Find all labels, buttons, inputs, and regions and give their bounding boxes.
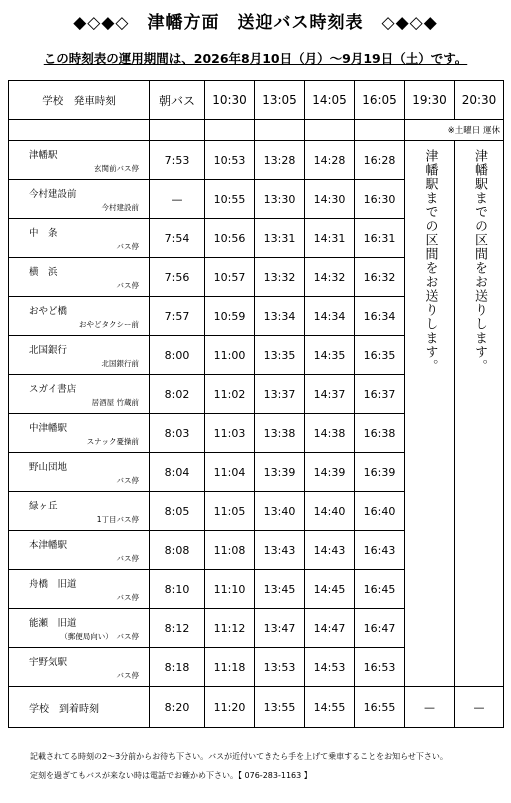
header-time: 14:05: [305, 81, 355, 120]
departure-time: 11:10: [205, 570, 255, 609]
stop-sub: バス停: [116, 242, 139, 251]
stop-cell: [9, 375, 150, 414]
departure-time: 14:35: [305, 336, 355, 375]
departure-time: 14:34: [305, 297, 355, 336]
stop-name: 中 条: [29, 228, 58, 239]
timetable: [8, 80, 504, 728]
departure-time: 14:45: [305, 570, 355, 609]
stop-sub: バス停: [116, 281, 139, 290]
departure-time: 10:55: [205, 180, 255, 219]
departure-time: 10:56: [205, 219, 255, 258]
departure-time: 14:39: [305, 453, 355, 492]
footer-contact: 定刻を過ぎてもバスが来ない時は電話でお確かめ下さい。【 076-283-1163 】: [30, 771, 312, 780]
stop-name: 宇野気駅: [29, 657, 68, 668]
arrival-time: —: [405, 687, 455, 728]
departure-time: 13:34: [255, 297, 305, 336]
stop-cell: [9, 531, 150, 570]
header-time: 16:05: [355, 81, 405, 120]
departure-time: 8:04: [150, 453, 205, 492]
saturday-note: ※土曜日 運休: [405, 120, 504, 141]
stop-sub: 1丁目バス停: [96, 515, 139, 524]
stop-sub: 今村建設前: [101, 203, 139, 212]
stop-name: おやど橋: [29, 306, 68, 317]
stop-row: [9, 141, 504, 180]
departure-time: 11:04: [205, 453, 255, 492]
departure-time: 16:40: [355, 492, 405, 531]
departure-time: 16:32: [355, 258, 405, 297]
departure-time: 13:40: [255, 492, 305, 531]
departure-time: 13:30: [255, 180, 305, 219]
stop-name: 野山団地: [29, 462, 68, 473]
arrival-time: 11:20: [205, 687, 255, 728]
departure-time: 8:08: [150, 531, 205, 570]
departure-time: 16:38: [355, 414, 405, 453]
stop-cell: [9, 219, 150, 258]
departure-time: 11:12: [205, 609, 255, 648]
vertical-note-text: 津幡駅までの区間をお送りします。: [422, 149, 438, 373]
stop-name: 横 浜: [29, 267, 58, 278]
stop-cell: [9, 141, 150, 180]
departure-time: 14:38: [305, 414, 355, 453]
departure-time: 13:45: [255, 570, 305, 609]
stop-name: 緑ヶ丘: [29, 501, 58, 512]
stop-cell: [9, 297, 150, 336]
stop-sub: バス停: [116, 593, 139, 602]
header-time: 10:30: [205, 81, 255, 120]
operation-period: この時刻表の運用期間は、2026年8月10日（月）～9月19日（土）です。: [43, 51, 468, 66]
departure-time: 11:02: [205, 375, 255, 414]
departure-time: 8:05: [150, 492, 205, 531]
departure-time: 16:47: [355, 609, 405, 648]
header-row: [9, 81, 504, 120]
departure-time: 7:54: [150, 219, 205, 258]
departure-time: 10:59: [205, 297, 255, 336]
stop-cell: [9, 414, 150, 453]
stop-sub: 居酒屋 竹蔵前: [91, 398, 139, 407]
arrival-time: 13:55: [255, 687, 305, 728]
departure-time: 11:00: [205, 336, 255, 375]
header-time: 13:05: [255, 81, 305, 120]
footer-note: 記載されてる時刻の2～3分前からお待ち下さい。バスが近付いてきたら手を上げて乗車することをお知らせ下さい。: [30, 752, 448, 761]
arrival-time: 8:20: [150, 687, 205, 728]
arrival-time: 16:55: [355, 687, 405, 728]
stop-sub: スナック憂操前: [86, 437, 139, 446]
departure-time: 8:12: [150, 609, 205, 648]
departure-time: —: [150, 180, 205, 219]
departure-time: 16:35: [355, 336, 405, 375]
departure-time: 11:18: [205, 648, 255, 687]
stop-sub: おやどタクシー前: [79, 320, 139, 329]
departure-time: 16:30: [355, 180, 405, 219]
stop-cell: [9, 648, 150, 687]
departure-time: 11:03: [205, 414, 255, 453]
vertical-note-2030: [455, 141, 504, 687]
departure-time: 8:03: [150, 414, 205, 453]
departure-time: 11:08: [205, 531, 255, 570]
vertical-note-text: 津幡駅までの区間をお送りします。: [472, 149, 487, 373]
stop-cell: [9, 180, 150, 219]
departure-time: 14:37: [305, 375, 355, 414]
departure-time: 8:18: [150, 648, 205, 687]
departure-time: 13:28: [255, 141, 305, 180]
stop-name: 能瀬 旧道: [29, 618, 77, 629]
stop-cell: [9, 492, 150, 531]
departure-time: 16:34: [355, 297, 405, 336]
departure-time: 16:39: [355, 453, 405, 492]
departure-time: 7:56: [150, 258, 205, 297]
departure-time: 10:57: [205, 258, 255, 297]
stop-sub: バス停: [116, 554, 139, 563]
stop-name: 津幡駅: [29, 150, 58, 161]
departure-time: 14:47: [305, 609, 355, 648]
arrival-row: [9, 687, 504, 728]
departure-time: 16:28: [355, 141, 405, 180]
departure-time: 13:38: [255, 414, 305, 453]
departure-time: 13:35: [255, 336, 305, 375]
departure-time: 14:30: [305, 180, 355, 219]
stop-name: 舟橋 旧道: [29, 579, 77, 590]
departure-time: 13:53: [255, 648, 305, 687]
stop-sub: 北国銀行前: [101, 359, 139, 368]
departure-time: 16:37: [355, 375, 405, 414]
departure-time: 13:43: [255, 531, 305, 570]
stop-name: 北国銀行: [29, 345, 68, 356]
stop-cell: [9, 453, 150, 492]
stop-sub: バス停: [116, 671, 139, 680]
departure-time: 8:02: [150, 375, 205, 414]
stop-name: 中津幡駅: [29, 423, 68, 434]
header-time: 19:30: [405, 81, 455, 120]
departure-time: 8:00: [150, 336, 205, 375]
stop-name: スガイ書店: [29, 384, 77, 395]
departure-time: 16:31: [355, 219, 405, 258]
arrival-time: 14:55: [305, 687, 355, 728]
departure-time: 14:53: [305, 648, 355, 687]
stop-cell: [9, 336, 150, 375]
vertical-note-1930: [405, 141, 455, 687]
departure-time: 13:32: [255, 258, 305, 297]
departure-time: 14:28: [305, 141, 355, 180]
departure-time: 14:40: [305, 492, 355, 531]
arrival-time: —: [455, 687, 504, 728]
stop-sub: バス停: [116, 476, 139, 485]
header-stop: 学校 発車時刻: [9, 81, 150, 120]
departure-time: 16:45: [355, 570, 405, 609]
departure-time: 7:57: [150, 297, 205, 336]
departure-time: 11:05: [205, 492, 255, 531]
departure-time: 14:32: [305, 258, 355, 297]
stop-cell: [9, 609, 150, 648]
note-row: [9, 120, 504, 141]
departure-time: 16:53: [355, 648, 405, 687]
arrival-label: 学校 到着時刻: [9, 687, 150, 728]
departure-time: 14:43: [305, 531, 355, 570]
departure-time: 13:47: [255, 609, 305, 648]
departure-time: 13:31: [255, 219, 305, 258]
departure-time: 7:53: [150, 141, 205, 180]
departure-time: 14:31: [305, 219, 355, 258]
header-time: 朝バス: [150, 81, 205, 120]
stop-sub: 玄関前バス停: [94, 164, 139, 173]
stop-name: 本津幡駅: [29, 540, 68, 551]
departure-time: 13:39: [255, 453, 305, 492]
departure-time: 10:53: [205, 141, 255, 180]
stop-name: 今村建設前: [29, 189, 77, 200]
departure-time: 8:10: [150, 570, 205, 609]
header-time: 20:30: [455, 81, 504, 120]
page-title: ◆◇◆◇ 津幡方面 送迎バス時刻表 ◇◆◇◆: [73, 13, 438, 33]
stop-sub: （郵便局向い） バス停: [60, 632, 139, 641]
departure-time: 13:37: [255, 375, 305, 414]
stop-cell: [9, 258, 150, 297]
departure-time: 16:43: [355, 531, 405, 570]
stop-cell: [9, 570, 150, 609]
